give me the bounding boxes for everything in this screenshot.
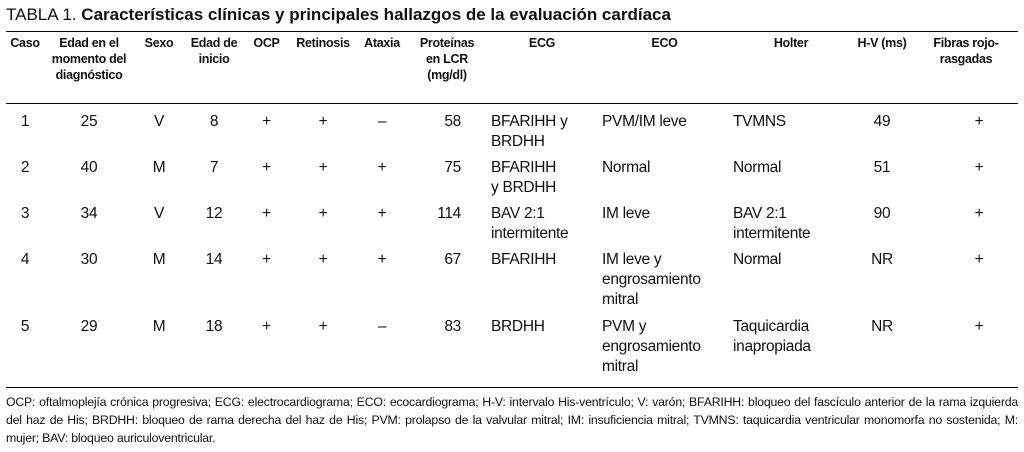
header-rule — [6, 103, 1018, 104]
cell-edad-inicio: 8 — [209, 113, 219, 130]
cell-ecg: BFARIHH y BRDHH — [491, 113, 568, 150]
cell-sexo: V — [153, 113, 165, 130]
cell-ocp: + — [262, 318, 271, 335]
header-proteinas: Proteínas en LCR (mg/dl) — [419, 36, 475, 82]
header-ataxia: Ataxia — [364, 36, 400, 50]
cell-edad-inicio: 14 — [205, 251, 223, 268]
cell-proteinas: 75 — [444, 159, 461, 176]
cell-ecg: BFARIHH y BRDHH — [491, 159, 557, 196]
header-holter: Holter — [773, 36, 809, 50]
cell-ataxia: – — [377, 113, 387, 130]
cell-holter: BAV 2:1 intermitente — [733, 205, 811, 242]
table-title — [6, 4, 1016, 26]
cell-hv: 51 — [873, 159, 891, 176]
cell-eco: PVM y engrosamiento mitral — [602, 318, 701, 375]
top-rule — [6, 31, 1018, 32]
header-ocp: OCP — [253, 36, 280, 50]
cell-ataxia: + — [377, 159, 387, 176]
header-retinosis: Retinosis — [296, 36, 350, 50]
cell-proteinas: 83 — [444, 318, 461, 335]
cell-retinosis: + — [318, 205, 328, 222]
cell-proteinas: 114 — [437, 205, 461, 222]
cell-ocp: + — [262, 205, 271, 222]
cell-caso: 2 — [20, 159, 30, 176]
table-number: TABLA 1. — [6, 5, 77, 24]
cell-ecg: BRDHH — [491, 318, 545, 335]
cell-fibras: + — [974, 205, 984, 222]
table-footnote: OCP: oftalmoplejía crónica progresiva; ECG: electrocardiograma; ECO: ecocardiograma; H-V: intervalo His-ventrículo; V: varón; BFARIHH: bloqueo del fascículo anterior de la rama izquierda del haz de His; BRDHH: bloqueo de rama derecha del haz de His; PVM: prolapso de la valvular mitral; IM: insuficiencia mitral; TVMNS: taquicardia ventricular monomorfa no sostenida; M: mujer; BAV: bloqueo auriculoventricular. — [6, 395, 1018, 445]
cell-eco: IM leve y engrosamiento mitral — [602, 251, 701, 308]
cell-retinosis: + — [318, 159, 328, 176]
cell-edad-inicio: 12 — [205, 205, 223, 222]
cell-hv: 49 — [873, 113, 891, 130]
cell-ocp: + — [262, 113, 271, 130]
cell-sexo: M — [152, 251, 166, 268]
header-ecg: ECG — [528, 36, 556, 50]
cell-ataxia: + — [377, 251, 387, 268]
cell-hv: NR — [871, 318, 893, 335]
cell-hv: NR — [871, 251, 893, 268]
cell-hv: 90 — [873, 205, 891, 222]
cell-ocp: + — [262, 251, 271, 268]
cell-proteinas: 58 — [444, 113, 461, 130]
cell-edad-diag: 40 — [80, 159, 98, 176]
cell-proteinas: 67 — [444, 251, 461, 268]
cell-eco: IM leve — [602, 205, 650, 222]
cell-holter: Normal — [733, 159, 782, 176]
cell-retinosis: + — [318, 318, 328, 335]
header-edad-diag: Edad en el momento del diagnóstico — [51, 36, 127, 82]
cell-sexo: V — [153, 205, 165, 222]
cell-edad-diag: 29 — [80, 318, 98, 335]
cell-edad-inicio: 7 — [209, 159, 219, 176]
cell-caso: 5 — [20, 318, 30, 335]
cell-eco: PVM/IM leve — [602, 113, 687, 130]
cell-fibras: + — [974, 113, 984, 130]
header-hv: H-V (ms) — [857, 36, 907, 50]
cell-ecg: BAV 2:1 intermitente — [491, 205, 569, 242]
cell-retinosis: + — [318, 113, 328, 130]
header-edad-inicio: Edad de inicio — [190, 36, 238, 66]
cell-ataxia: + — [377, 205, 387, 222]
cell-fibras: + — [974, 159, 984, 176]
table-caption: Características clínicas y principales hallazgos de la evaluación cardíaca — [81, 5, 671, 24]
cell-holter: Normal — [733, 251, 782, 268]
cell-holter: Taquicardia inapropiada — [733, 318, 811, 355]
cell-retinosis: + — [318, 251, 328, 268]
cell-eco: Normal — [602, 159, 651, 176]
cell-holter: TVMNS — [733, 113, 786, 130]
cell-sexo: M — [152, 159, 166, 176]
cell-edad-diag: 30 — [80, 251, 98, 268]
cell-sexo: M — [152, 318, 166, 335]
header-eco: ECO — [651, 36, 678, 50]
cell-caso: 4 — [20, 251, 30, 268]
header-fibras: Fibras rojo- rasgadas — [933, 36, 999, 66]
cell-edad-diag: 34 — [80, 205, 98, 222]
cell-edad-inicio: 18 — [205, 318, 223, 335]
cell-fibras: + — [974, 318, 984, 335]
cell-edad-diag: 25 — [80, 113, 98, 130]
cell-caso: 1 — [20, 113, 30, 130]
cell-ecg: BFARIHH — [491, 251, 557, 268]
header-sexo: Sexo — [144, 36, 174, 50]
bottom-rule — [6, 387, 1018, 388]
header-caso: Caso — [10, 36, 40, 50]
cell-caso: 3 — [20, 205, 30, 222]
cell-fibras: + — [974, 251, 984, 268]
cell-ataxia: – — [377, 318, 387, 335]
cell-ocp: + — [262, 159, 271, 176]
